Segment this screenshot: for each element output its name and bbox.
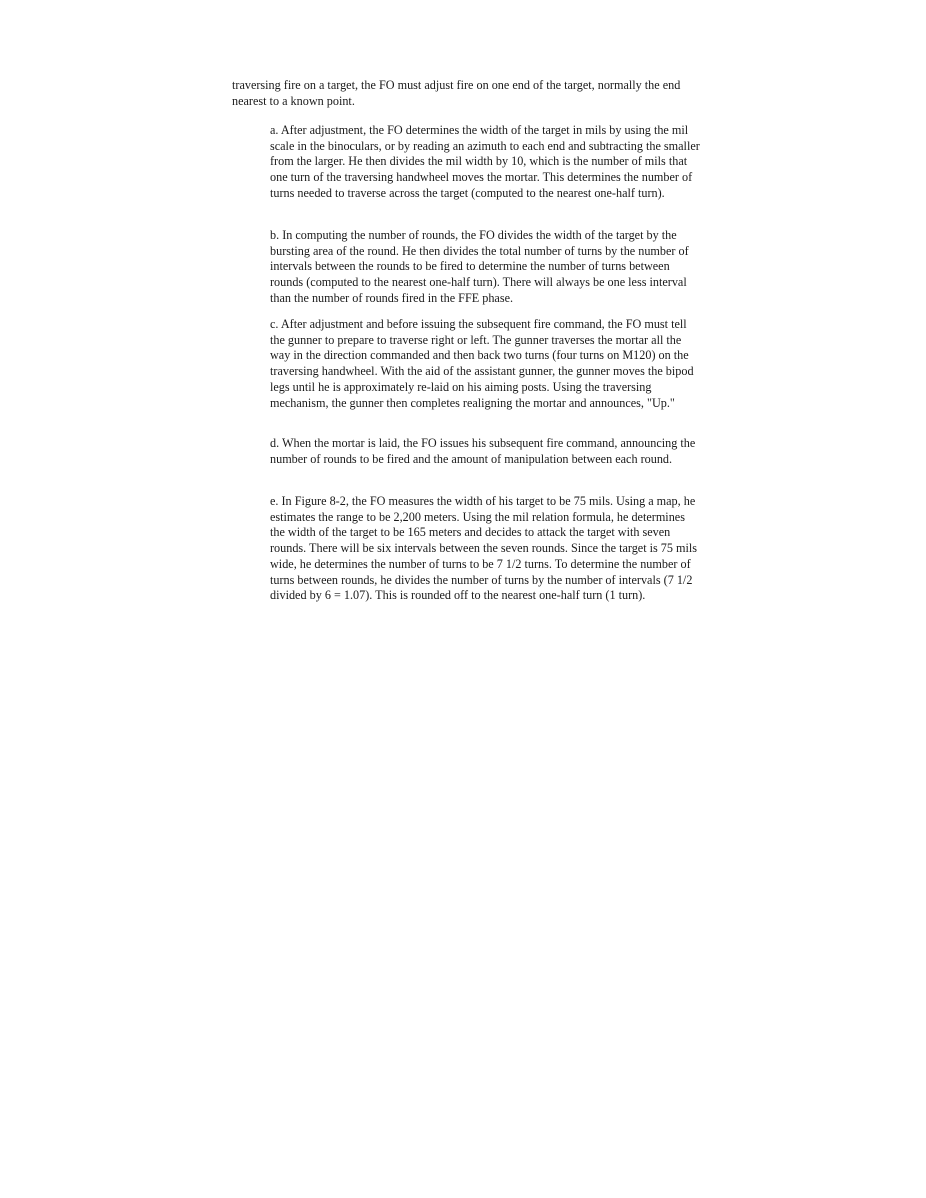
paragraph-a: a. After adjustment, the FO determines the width of the target in mils by using the mil scale in the binoculars, or by reading an azimuth to each end and subtracting the smaller from the larger. He then divides the mil width by 10, which is the number of mils that one turn of the traversing handwheel moves the mortar. This determines the number of turns needed to traverse across the target (computed to the nearest one-half turn).: [270, 123, 700, 200]
paragraph-b: b. In computing the number of rounds, the FO divides the width of the target by the bursting area of the round. He then divides the total number of turns by the number of intervals between the rounds to be fired to determine the number of turns between rounds (computed to the nearest one-half turn). There will always be one less interval than the number of rounds fired in the FFE phase.: [270, 228, 689, 305]
paragraph-d: d. When the mortar is laid, the FO issues his subsequent fire command, announcing the number of rounds to be fired and the amount of manipulation between each round.: [270, 436, 696, 466]
paragraph-e: e. In Figure 8-2, the FO measures the width of his target to be 75 mils. Using a map, he estimates the range to be 2,200 meters. Using the mil relation formula, he determines the width of the target to be 165 meters and decides to attack the target with seven rounds. There will be six intervals between the seven rounds. Since the target is 75 mils wide, he determines the number of turns to be 7 1/2 turns. To determine the number of turns between rounds, he divides the number of turns by the number of intervals (7 1/2 divided by 6 = 1.07). This is rounded off to the nearest one-half turn (1 turn).: [270, 494, 698, 603]
paragraph-c: c. After adjustment and before issuing the subsequent fire command, the FO must tell the gunner to prepare to traverse right or left. The gunner traverses the mortar all the way in the direction commanded and then back two turns (four turns on M120) on the traversing handwheel. With the aid of the assistant gunner, the gunner moves the bipod legs until he is approximately re-laid on his aiming posts. Using the traversing mechanism, the gunner then completes realigning the mortar and announces, "Up.": [270, 317, 694, 410]
intro-paragraph: traversing fire on a target, the FO must adjust fire on one end of the target, normally the end nearest to a known point.: [232, 78, 681, 108]
